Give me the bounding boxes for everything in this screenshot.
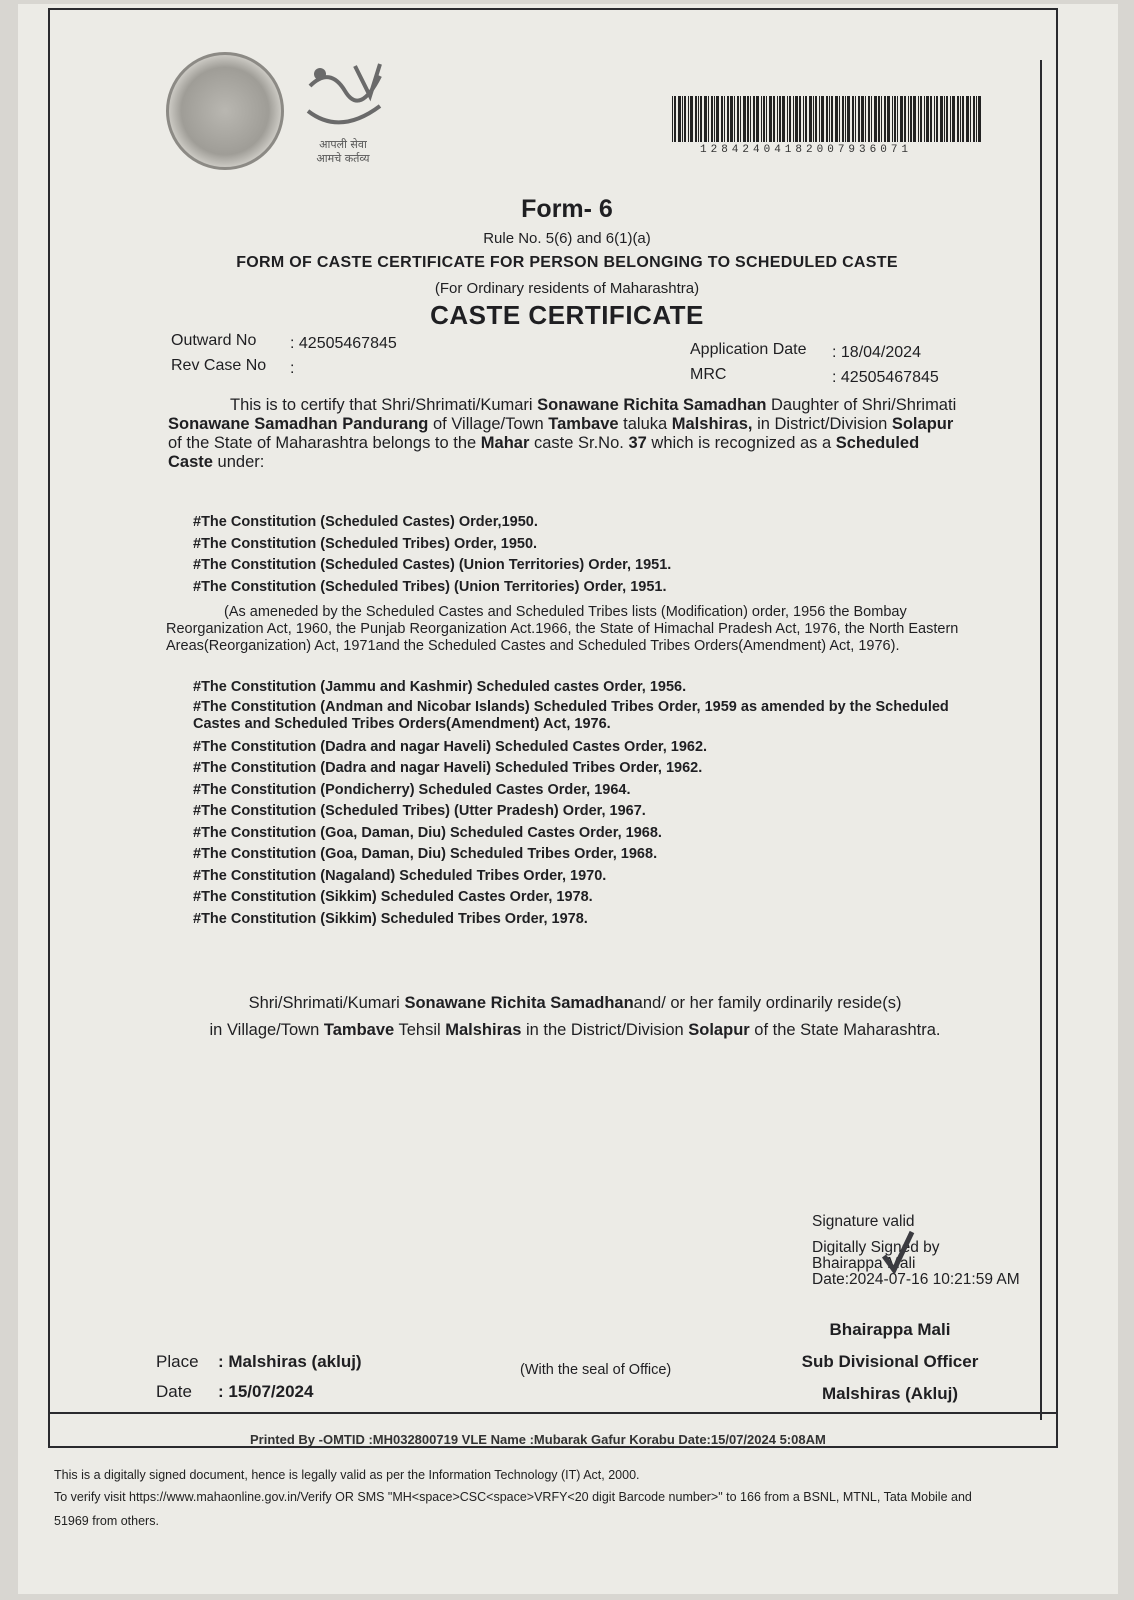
barcode-image xyxy=(672,96,982,142)
order-item: #The Constitution (Scheduled Castes) Order,1950. xyxy=(193,514,538,530)
rev-case-value: : xyxy=(290,360,295,377)
parent-name: Sonawane Samadhan Pandurang xyxy=(168,415,429,433)
signature-valid: Signature valid xyxy=(812,1213,915,1230)
orders-list-1 xyxy=(193,512,671,598)
taluka-name: Malshiras, xyxy=(671,415,753,433)
application-date-label: Application Date xyxy=(690,341,807,358)
printed-divider xyxy=(48,1412,1058,1414)
certify-text-2: Daughter of Shri/Shrimati xyxy=(766,396,957,414)
place-value: : Malshiras (akluj) xyxy=(218,1352,362,1371)
mrc-label: MRC xyxy=(690,366,727,383)
orders-list-2 xyxy=(193,677,983,930)
reside-text-3: in Village/Town xyxy=(209,1021,324,1039)
barcode-number: 12842404182007936071 xyxy=(700,144,913,156)
caste-name: Mahar xyxy=(480,434,530,452)
footer-line-2: To verify visit https://www.mahaonline.gov.in/Verify OR SMS "MH<space>CSC<space>VRFY<20 digit Barcode number>" to 166 from a BSNL, MTNL, Tata Mobile and xyxy=(54,1490,972,1504)
certify-paragraph xyxy=(168,396,968,472)
order-item: #The Constitution (Scheduled Tribes) Order, 1950. xyxy=(193,535,538,552)
reside-applicant-name: Sonawane Richita Samadhan xyxy=(404,994,634,1012)
village-name: Tambave xyxy=(548,415,619,433)
officer-name: Bhairappa Mali xyxy=(829,1320,951,1339)
certify-text-5: in District/Division xyxy=(752,415,892,433)
applicant-name: Sonawane Richita Samadhan xyxy=(537,396,767,414)
reside-village: Tambave xyxy=(323,1021,395,1039)
order-item: #The Constitution (Dadra and nagar Haveli) Scheduled Tribes Order, 1962. xyxy=(193,760,703,776)
caste-sr-no: 37 xyxy=(628,434,647,452)
order-item: #The Constitution (Scheduled Tribes) (Union Territories) Order, 1951. xyxy=(193,578,667,595)
form-subtitle: (For Ordinary residents of Maharashtra) xyxy=(434,280,700,297)
logo-caption xyxy=(308,138,378,166)
digital-signature-line1: Digitally Signed by xyxy=(812,1239,940,1256)
residence-paragraph xyxy=(155,990,995,1044)
signature-check-icon xyxy=(878,1226,918,1280)
order-item: #The Constitution (Sikkim) Scheduled Tribes Order, 1978. xyxy=(193,910,588,927)
date-value: : 15/07/2024 xyxy=(218,1382,314,1401)
digital-signature-date: Date:2024-07-16 10:21:59 AM xyxy=(812,1271,1020,1288)
order-item: #The Constitution (Goa, Daman, Diu) Scheduled Tribes Order, 1968. xyxy=(193,846,658,862)
certificate-title: CASTE CERTIFICATE xyxy=(430,300,704,330)
outward-label: Outward No xyxy=(171,332,257,349)
certify-text-8: which is recognized as a xyxy=(646,434,836,452)
footer-line-1: This is a digitally signed document, hence is legally valid as per the Information Technology (IT) Act, 2000. xyxy=(54,1468,640,1482)
reside-tehsil: Malshiras xyxy=(445,1021,522,1039)
order-item: #The Constitution (Andman and Nicobar Islands) Scheduled Tribes Order, 1959 as amended by the Scheduled Castes and Scheduled Tribes Orders(Amendment) Act, 1976. xyxy=(193,698,949,732)
mrc-value: : 42505467845 xyxy=(832,369,939,386)
certify-text-1: This is to certify that Shri/Shrimati/Kumari xyxy=(230,396,538,414)
order-item: #The Constitution (Pondicherry) Scheduled Castes Order, 1964. xyxy=(193,781,631,798)
digital-signature-line2: Bhairappa Mali xyxy=(812,1255,916,1272)
order-item: #The Constitution (Jammu and Kashmir) Scheduled castes Order, 1956. xyxy=(193,679,687,695)
order-item: #The Constitution (Nagaland) Scheduled Tribes Order, 1970. xyxy=(193,867,607,884)
district-name: Solapur xyxy=(891,415,954,433)
reside-text-6: of the State Maharashtra. xyxy=(749,1021,941,1039)
form-title: FORM OF CASTE CERTIFICATE FOR PERSON BELONGING TO SCHEDULED CASTE xyxy=(236,254,898,271)
order-item: #The Constitution (Dadra and nagar Haveli) Scheduled Castes Order, 1962. xyxy=(193,738,708,755)
certify-text-9: under: xyxy=(212,453,265,471)
date-label: Date xyxy=(156,1382,192,1401)
logo-caption-line1: आपली सेवा xyxy=(319,138,367,151)
officer-title: Sub Divisional Officer xyxy=(801,1352,979,1371)
outward-value: : 42505467845 xyxy=(290,335,397,352)
footer-line-3: 51969 from others. xyxy=(54,1514,159,1528)
printed-by-line: Printed By -OMTID :MH032800719 VLE Name :Mubarak Gafur Korabu Date:15/07/2024 5:08AM xyxy=(250,1432,826,1447)
logo-caption-line2: आमचे कर्तव्य xyxy=(316,152,370,165)
order-item: #The Constitution (Scheduled Tribes) (Utter Pradesh) Order, 1967. xyxy=(193,803,646,819)
rule-number: Rule No. 5(6) and 6(1)(a) xyxy=(483,230,651,247)
amendment-note: (As ameneded by the Scheduled Castes and Scheduled Tribes lists (Modification) order, 1956 the Bombay Reorganization Act, 1960, the Punjab Reorganization Act.1966, the State of Himachal Pradesh Act, 1976, the North Eastern Areas(Reorganization) Act, 1971and the Scheduled Castes and Scheduled Tribes Orders(Amendment) Act, 1976). xyxy=(166,604,959,654)
reside-text-4: Tehsil xyxy=(394,1021,446,1039)
reside-text-5: in the District/Division xyxy=(521,1021,689,1039)
seal-note: (With the seal of Office) xyxy=(520,1362,672,1378)
form-number: Form- 6 xyxy=(521,195,613,223)
caste-category: Scheduled Caste xyxy=(168,434,920,471)
certify-text-4: taluka xyxy=(618,415,672,433)
certify-text-7: caste Sr.No. xyxy=(529,434,629,452)
certify-text-3: of Village/Town xyxy=(428,415,549,433)
place-label: Place xyxy=(156,1352,199,1371)
officer-place: Malshiras (Akluj) xyxy=(821,1384,959,1403)
order-item: #The Constitution (Goa, Daman, Diu) Scheduled Castes Order, 1968. xyxy=(193,824,662,841)
application-date-value: : 18/04/2024 xyxy=(832,344,921,361)
reside-text-2: and/ or her family ordinarily reside(s) xyxy=(633,994,902,1012)
state-emblem-seal xyxy=(166,52,284,170)
order-item: #The Constitution (Scheduled Castes) (Union Territories) Order, 1951. xyxy=(193,557,672,573)
order-item: #The Constitution (Sikkim) Scheduled Castes Order, 1978. xyxy=(193,889,593,905)
rev-case-label: Rev Case No xyxy=(171,357,267,374)
certify-text-6: of the State of Maharashtra belongs to the xyxy=(168,434,481,452)
reside-text-1: Shri/Shrimati/Kumari xyxy=(248,994,405,1012)
reside-district: Solapur xyxy=(688,1021,750,1039)
